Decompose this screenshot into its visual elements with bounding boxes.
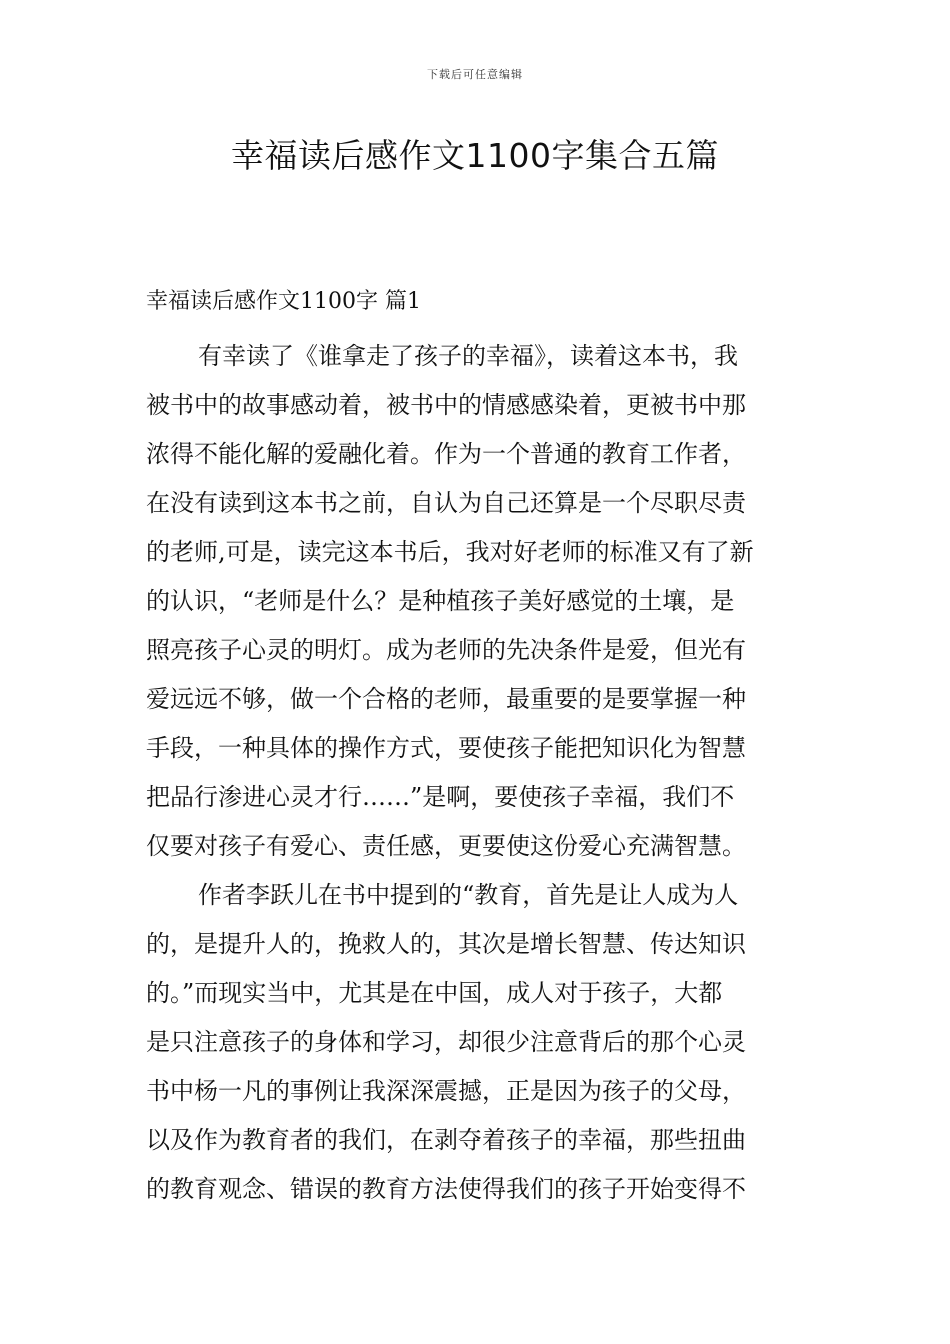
text-line: 的，是提升人的，挽救人的，其次是增长智慧、传达知识 [146, 930, 746, 958]
text-line: 以及作为教育者的我们，在剥夺着孩子的幸福，那些扭曲 [146, 1126, 746, 1154]
text-line: 作者李跃儿在书中提到的“教育，首先是让人成为人 [198, 881, 739, 909]
text-line: 书中杨一凡的事例让我深深震撼，正是因为孩子的父母， [146, 1077, 746, 1105]
text-line: 仅要对孩子有爱心、责任感，更要使这份爱心充满智慧。 [146, 832, 746, 860]
text-line: 浓得不能化解的爱融化着。作为一个普通的教育工作者， [146, 440, 746, 468]
section-heading: 幸福读后感作文1100字 篇1 [146, 289, 421, 314]
text-line: 把品行渗进心灵才行……”是啊，要使孩子幸福，我们不 [146, 783, 735, 811]
header-note: 下载后可任意编辑 [427, 68, 523, 81]
text-line: 照亮孩子心灵的明灯。成为老师的先决条件是爱，但光有 [146, 636, 746, 664]
text-line: 是只注意孩子的身体和学习，却很少注意背后的那个心灵 [146, 1028, 746, 1056]
body-text [146, 332, 806, 1214]
text-line: 的老师,可是，读完这本书后，我对好老师的标准又有了新 [146, 538, 754, 566]
text-line: 被书中的故事感动着，被书中的情感感染着，更被书中那 [146, 391, 746, 419]
document-title: 幸福读后感作文1100字集合五篇 [231, 136, 719, 175]
text-line: 的教育观念、错误的教育方法使得我们的孩子开始变得不 [146, 1175, 746, 1203]
text-line: 在没有读到这本书之前，自认为自己还算是一个尽职尽责 [146, 489, 746, 517]
text-line: 爱远远不够，做一个合格的老师，最重要的是要掌握一种 [146, 685, 746, 713]
text-line: 手段，一种具体的操作方式，要使孩子能把知识化为智慧 [146, 734, 746, 762]
text-line: 有幸读了《谁拿走了孩子的幸福》，读着这本书，我 [198, 342, 738, 370]
text-line: 的。”而现实当中，尤其是在中国，成人对于孩子，大都 [146, 979, 723, 1007]
text-line: 的认识，“老师是什么？是种植孩子美好感觉的土壤，是 [146, 587, 735, 615]
